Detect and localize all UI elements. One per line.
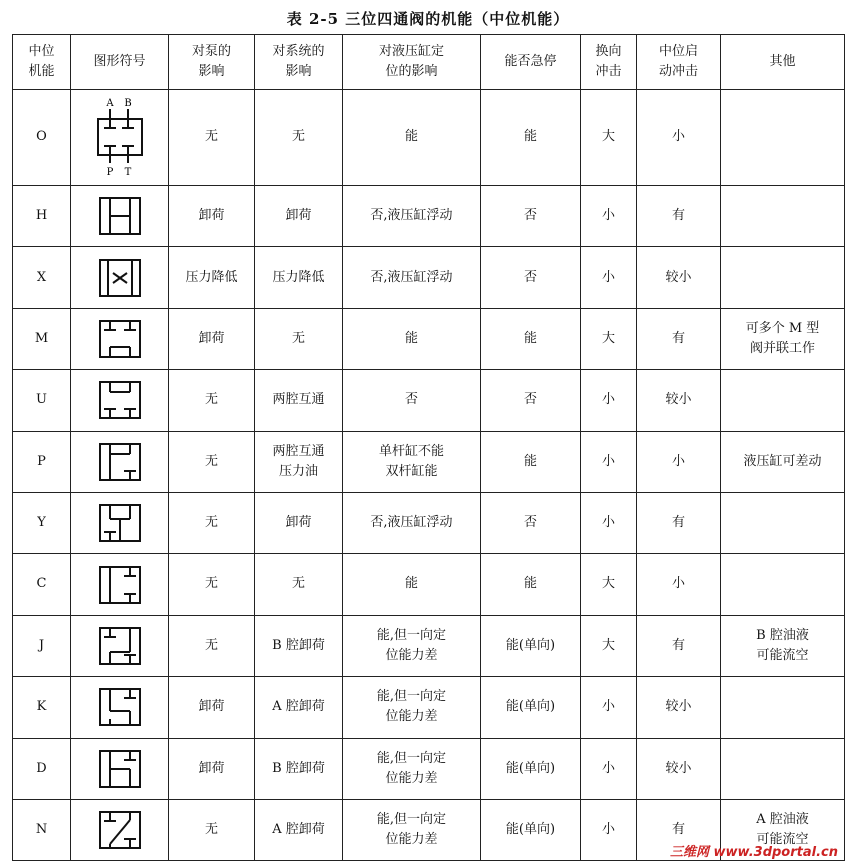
- system-cell: 无: [255, 554, 343, 615]
- header-cell: 图形符号: [71, 35, 169, 90]
- system-cell: 卸荷: [255, 186, 343, 247]
- cylinder-cell: 能,但一向定 位能力差: [343, 738, 481, 799]
- system-cell: A 腔卸荷: [255, 677, 343, 738]
- code-cell: U: [13, 370, 71, 431]
- shock-cell: 小: [581, 431, 637, 492]
- system-cell: B 腔卸荷: [255, 615, 343, 676]
- other-cell: 液压缸可差动: [721, 431, 845, 492]
- table-row: [13, 308, 845, 369]
- table-title: 表 2-5 三位四通阀的机能（中位机能）: [286, 10, 570, 28]
- start-cell: 较小: [637, 247, 721, 308]
- h-center-icon: [88, 194, 152, 238]
- other-cell: [721, 738, 845, 799]
- c-center-icon: [88, 563, 152, 607]
- symbol-cell: [71, 677, 169, 738]
- start-cell: 有: [637, 799, 721, 860]
- header-row: [13, 35, 845, 90]
- pump-cell: 无: [169, 492, 255, 553]
- cylinder-cell: 否: [343, 370, 481, 431]
- symbol-cell: [71, 370, 169, 431]
- symbol-cell: [71, 799, 169, 860]
- cylinder-cell: 能,但一向定 位能力差: [343, 799, 481, 860]
- start-cell: 小: [637, 90, 721, 186]
- table-row: [13, 615, 845, 676]
- other-cell: 可多个 M 型 阀并联工作: [721, 308, 845, 369]
- code-cell: H: [13, 186, 71, 247]
- cylinder-cell: 否,液压缸浮动: [343, 186, 481, 247]
- code-cell: C: [13, 554, 71, 615]
- stop-cell: 否: [481, 247, 581, 308]
- stop-cell: 能(单向): [481, 738, 581, 799]
- start-cell: 较小: [637, 677, 721, 738]
- cylinder-cell: 能,但一向定 位能力差: [343, 615, 481, 676]
- n-center-icon: [88, 808, 152, 852]
- shock-cell: 大: [581, 308, 637, 369]
- stop-cell: 能(单向): [481, 799, 581, 860]
- table-row: [13, 492, 845, 553]
- code-cell: P: [13, 431, 71, 492]
- start-cell: 有: [637, 492, 721, 553]
- u-center-icon: [88, 378, 152, 422]
- symbol-cell: [71, 615, 169, 676]
- cylinder-cell: 能: [343, 308, 481, 369]
- watermark: 三维网 www.3dportal.cn: [669, 845, 838, 860]
- stop-cell: 能(单向): [481, 677, 581, 738]
- other-cell: [721, 677, 845, 738]
- system-cell: 两腔互通: [255, 370, 343, 431]
- pump-cell: 无: [169, 615, 255, 676]
- system-cell: B 腔卸荷: [255, 738, 343, 799]
- cylinder-cell: 否,液压缸浮动: [343, 492, 481, 553]
- shock-cell: 大: [581, 90, 637, 186]
- other-cell: B 腔油液 可能流空: [721, 615, 845, 676]
- pump-cell: 无: [169, 90, 255, 186]
- pump-cell: 无: [169, 554, 255, 615]
- pump-cell: 无: [169, 799, 255, 860]
- port-label: B: [123, 97, 132, 109]
- other-cell: [721, 554, 845, 615]
- symbol-cell: [71, 186, 169, 247]
- stop-cell: 能: [481, 554, 581, 615]
- m-center-icon: [88, 317, 152, 361]
- cylinder-cell: 能,但一向定 位能力差: [343, 677, 481, 738]
- system-cell: 卸荷: [255, 492, 343, 553]
- j-center-icon: [88, 624, 152, 668]
- start-cell: 有: [637, 308, 721, 369]
- symbol-cell: [71, 431, 169, 492]
- shock-cell: 小: [581, 738, 637, 799]
- pump-cell: 无: [169, 431, 255, 492]
- cylinder-cell: 能: [343, 90, 481, 186]
- start-cell: 小: [637, 554, 721, 615]
- system-cell: A 腔卸荷: [255, 799, 343, 860]
- stop-cell: 否: [481, 492, 581, 553]
- table-row: [13, 677, 845, 738]
- system-cell: 两腔互通 压力油: [255, 431, 343, 492]
- table-row: [13, 738, 845, 799]
- x-center-icon: [88, 256, 152, 300]
- port-label: A: [105, 97, 114, 109]
- header-cell: 能否急停: [481, 35, 581, 90]
- table-row: [13, 554, 845, 615]
- symbol-cell: [71, 90, 169, 186]
- symbol-cell: [71, 308, 169, 369]
- system-cell: 无: [255, 90, 343, 186]
- symbol-cell: [71, 738, 169, 799]
- other-cell: [721, 186, 845, 247]
- stop-cell: 否: [481, 186, 581, 247]
- start-cell: 小: [637, 431, 721, 492]
- symbol-cell: [71, 492, 169, 553]
- header-cell: 中位启 动冲击: [637, 35, 721, 90]
- other-cell: [721, 247, 845, 308]
- code-cell: N: [13, 799, 71, 860]
- function-table: [12, 34, 845, 861]
- header-cell: 对液压缸定 位的影响: [343, 35, 481, 90]
- shock-cell: 大: [581, 554, 637, 615]
- start-cell: 较小: [637, 738, 721, 799]
- symbol-cell: [71, 554, 169, 615]
- start-cell: 有: [637, 615, 721, 676]
- shock-cell: 小: [581, 492, 637, 553]
- port-label: P: [106, 166, 113, 178]
- o-center-icon: [88, 97, 152, 179]
- p-center-icon: [88, 440, 152, 484]
- symbol-cell: [71, 247, 169, 308]
- table-row: [13, 431, 845, 492]
- header-cell: 中位 机能: [13, 35, 71, 90]
- code-cell: K: [13, 677, 71, 738]
- pump-cell: 压力降低: [169, 247, 255, 308]
- system-cell: 无: [255, 308, 343, 369]
- code-cell: M: [13, 308, 71, 369]
- stop-cell: 否: [481, 370, 581, 431]
- shock-cell: 大: [581, 615, 637, 676]
- table-row: [13, 186, 845, 247]
- code-cell: D: [13, 738, 71, 799]
- code-cell: O: [13, 90, 71, 186]
- shock-cell: 小: [581, 677, 637, 738]
- shock-cell: 小: [581, 370, 637, 431]
- table-row: [13, 247, 845, 308]
- start-cell: 较小: [637, 370, 721, 431]
- header-cell: 对泵的 影响: [169, 35, 255, 90]
- k-center-icon: [88, 685, 152, 729]
- other-cell: [721, 370, 845, 431]
- cylinder-cell: 否,液压缸浮动: [343, 247, 481, 308]
- other-cell: A 腔油液 可能流空: [721, 799, 845, 860]
- stop-cell: 能: [481, 90, 581, 186]
- shock-cell: 小: [581, 186, 637, 247]
- pump-cell: 无: [169, 370, 255, 431]
- pump-cell: 卸荷: [169, 677, 255, 738]
- other-cell: [721, 492, 845, 553]
- table-row: [13, 90, 845, 186]
- cylinder-cell: 能: [343, 554, 481, 615]
- y-center-icon: [88, 501, 152, 545]
- code-cell: X: [13, 247, 71, 308]
- header-cell: 对系统的 影响: [255, 35, 343, 90]
- table-row: [13, 370, 845, 431]
- header-cell: 换向 冲击: [581, 35, 637, 90]
- pump-cell: 卸荷: [169, 186, 255, 247]
- header-cell: 其他: [721, 35, 845, 90]
- pump-cell: 卸荷: [169, 308, 255, 369]
- stop-cell: 能: [481, 431, 581, 492]
- pump-cell: 卸荷: [169, 738, 255, 799]
- code-cell: Y: [13, 492, 71, 553]
- shock-cell: 小: [581, 799, 637, 860]
- stop-cell: 能(单向): [481, 615, 581, 676]
- start-cell: 有: [637, 186, 721, 247]
- cylinder-cell: 单杆缸不能 双杆缸能: [343, 431, 481, 492]
- port-label: T: [124, 166, 131, 178]
- other-cell: [721, 90, 845, 186]
- stop-cell: 能: [481, 308, 581, 369]
- system-cell: 压力降低: [255, 247, 343, 308]
- shock-cell: 小: [581, 247, 637, 308]
- d-center-icon: [88, 747, 152, 791]
- code-cell: J: [13, 615, 71, 676]
